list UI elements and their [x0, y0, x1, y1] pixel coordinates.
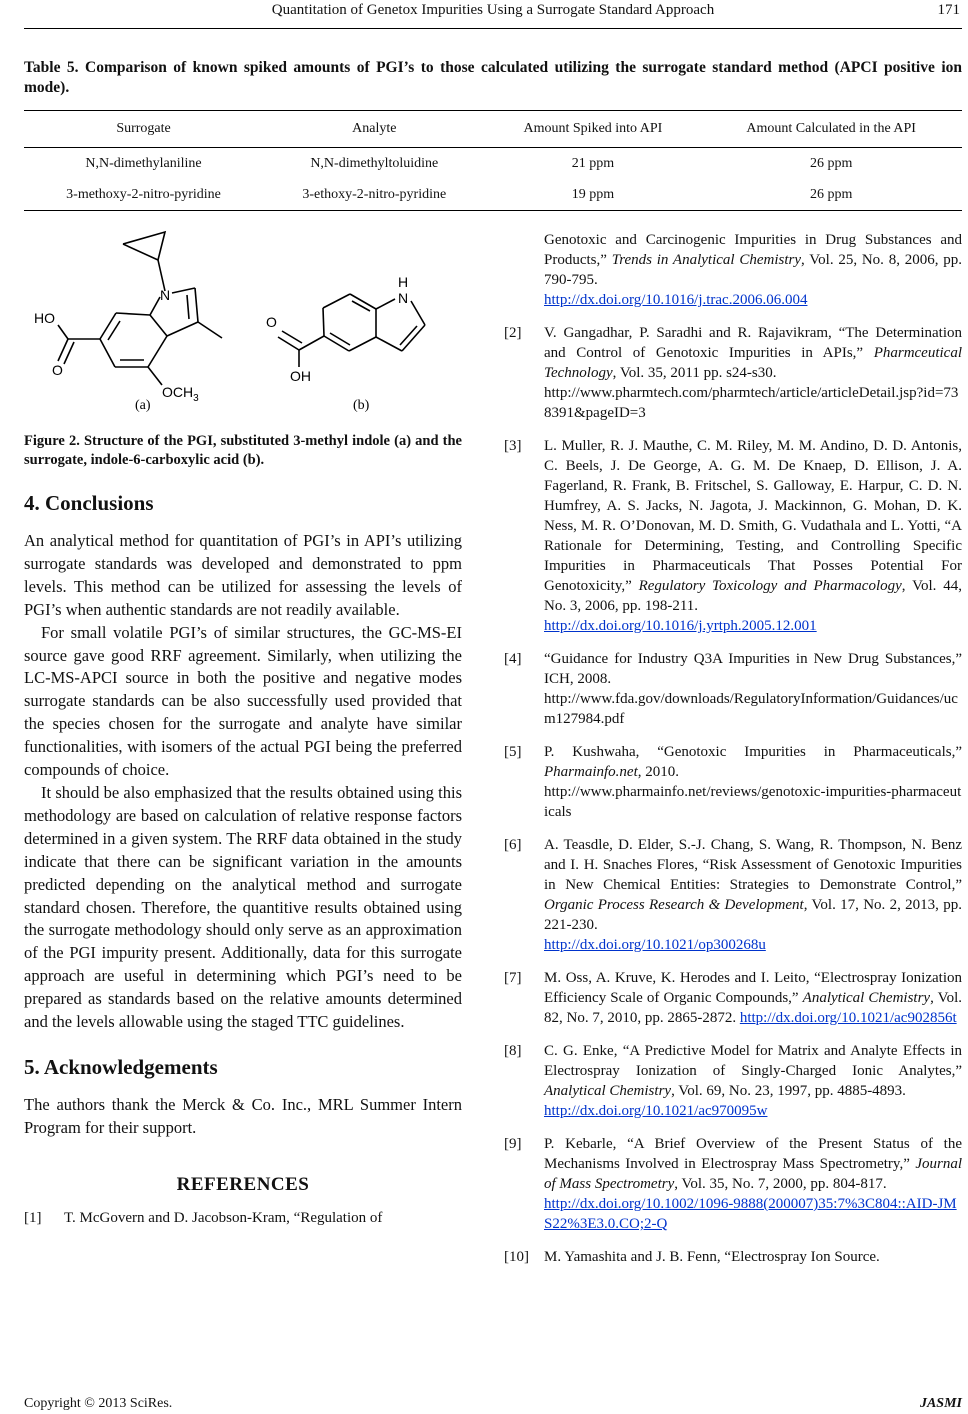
reference-journal: Organic Process Research & Development	[544, 897, 804, 913]
reference-link[interactable]: http://dx.doi.org/10.1002/1096-9888(200007)35:7%3C804::AID-JMS22%3E3.0.CO;2-Q	[544, 1196, 957, 1232]
atom-subscript: 3	[193, 393, 199, 404]
table-cell: 3-methoxy-2-nitro-pyridine	[24, 179, 263, 211]
reference-item	[504, 1247, 962, 1267]
reference-number: [1]	[24, 1209, 42, 1226]
reference-text: , 2010.	[637, 764, 679, 780]
reference-url: http://www.pharmtech.com/pharmtech/article/articleDetail.jsp?id=738391&pageID=3	[544, 385, 959, 421]
reference-item	[504, 968, 962, 1028]
section-heading-acknowledgements: 5. Acknowledgements	[24, 1054, 218, 1079]
table-row	[24, 148, 962, 180]
table-cell: 26 ppm	[700, 179, 962, 211]
reference-item	[504, 742, 962, 822]
reference-journal: Analytical Chemistry	[802, 990, 931, 1006]
reference-item	[504, 323, 962, 423]
section-heading-conclusions: 4. Conclusions	[24, 491, 154, 515]
reference-item	[504, 1134, 962, 1234]
reference-number: [4]	[504, 651, 522, 667]
journal-abbrev: JASMI	[919, 1396, 962, 1411]
table-header-cell: Analyte	[263, 111, 485, 148]
running-header	[24, 0, 962, 29]
reference-item	[504, 835, 962, 955]
table-cell: N,N-dimethyltoluidine	[310, 155, 439, 171]
reference-item	[504, 436, 962, 636]
reference-text: C. G. Enke, “A Predictive Model for Matrix and Analyte Effects in Electrospray Ionization of Singly-Charged Ionic Analytes,”	[544, 1043, 962, 1079]
copyright-text: Copyright © 2013 SciRes.	[24, 1396, 173, 1411]
atom-text: OCH	[162, 384, 194, 400]
right-column	[504, 230, 962, 1280]
atom-label: H	[398, 274, 409, 290]
reference-journal: Analytical Chemistry	[544, 1083, 672, 1099]
reference-text: L. Muller, R. J. Mauthe, C. M. Riley, M. M. Andino, D. D. Antonis, C. Beels, J. De George, A. G. M. De Knaep, D. Ellison, J. A. Fagerland, R. Frank, B. Fritschel, S. Galloway, E. Harpur, C. D. N. Humfrey, A. S. Jacks, N. Jagota, J. Mackinnon, G. Mohan, D. K. Ness, M. R. O’Donovan, M. D. Smith, G. Vudathala and L. Yotti, “A Rationale for Determining, Testing, and Controlling Specific Impurities in Pharmaceuticals That Posses Potential For Genotoxicity,”	[544, 438, 962, 594]
structure-b-atoms	[266, 274, 408, 384]
structure-a-atoms	[34, 287, 199, 404]
reference-number: [6]	[504, 837, 522, 853]
table-header-cell: Amount Calculated in the API	[700, 111, 962, 148]
table-cell: 3-ethoxy-2-nitro-pyridine	[263, 179, 485, 211]
conclusions-paragraph: An analytical method for quantitation of PGI’s in API’s utilizing surrogate standards was developed and demonstrated to ppm levels. This method can be utilized for assessing the levels of PGI’s when authentic standards are not readily available.	[24, 531, 462, 619]
left-column	[24, 490, 462, 1241]
reference-number: [10]	[504, 1249, 529, 1265]
figure-label-b: (b)	[353, 398, 370, 413]
reference-item	[504, 230, 962, 310]
reference-number: [7]	[504, 970, 522, 986]
table-5	[24, 110, 962, 211]
table-header-cell: Surrogate	[24, 111, 263, 148]
reference-text: T. McGovern and D. Jacobson-Kram, “Regulation of	[64, 1209, 383, 1226]
table-cell: 26 ppm	[809, 155, 853, 171]
structure-a-bonds	[58, 232, 222, 385]
reference-journal: Journal of Mass Spectrometry	[544, 1156, 962, 1192]
reference-text: , Vol. 82, No. 7, 2010, pp. 2865-2872.	[544, 990, 962, 1026]
reference-item	[504, 649, 962, 729]
reference-text: , Vol. 35, No. 7, 2000, pp. 804-817.	[674, 1176, 887, 1192]
figure-caption: Figure 2. Structure of the PGI, substituted 3-methyl indole (a) and the surrogate, indole-6-carboxylic acid (b).	[24, 433, 462, 468]
reference-link[interactable]: http://dx.doi.org/10.1021/ac970095w	[544, 1103, 768, 1119]
reference-text: V. Gangadhar, P. Saradhi and R. Rajavikram, “The Determination and Control of Genotoxic Impurities in APIs,”	[544, 325, 962, 361]
reference-journal: Pharmainfo.net	[544, 764, 638, 780]
figure-2-structures	[24, 215, 462, 455]
reference-text: A. Teasdle, D. Elder, S.-J. Chang, S. Wang, R. Thompson, N. Benz and I. H. Snaches Flores, “Risk Assessment of Genotoxic Impurities in New Chemical Entities: Strategies to Demonstrate Control,”	[544, 837, 962, 893]
acknowledgements-paragraph: The authors thank the Merck & Co. Inc., MRL Summer Intern Program for their support.	[24, 1094, 462, 1137]
atom-label: N	[160, 287, 171, 303]
reference-text: P. Kushwaha, “Genotoxic Impurities in Pharmaceuticals,”	[544, 744, 962, 760]
reference-link[interactable]: http://dx.doi.org/10.1021/ac902856t	[739, 1010, 957, 1026]
atom-label	[162, 384, 199, 404]
figure-label-a: (a)	[135, 398, 151, 413]
reference-journal: Trends in Analytical Chemistry	[611, 252, 801, 268]
reference-number: [3]	[504, 438, 522, 454]
reference-text: M. Oss, A. Kruve, K. Herodes and I. Leito, “Electrospray Ionization Efficiency Scale of Organic Compounds,”	[544, 970, 962, 1006]
reference-text: Genotoxic and Carcinogenic Impurities in Drug Substances and Products,”	[544, 232, 962, 268]
atom-label: OH	[290, 368, 311, 384]
atom-label: N	[398, 290, 409, 306]
atom-label: O	[266, 314, 277, 330]
atom-label: HO	[34, 310, 55, 326]
reference-number: [8]	[504, 1043, 522, 1059]
reference-number: [9]	[504, 1136, 522, 1152]
reference-number: [5]	[504, 744, 522, 760]
table-cell: 21 ppm	[571, 155, 615, 171]
references-heading: REFERENCES	[176, 1173, 310, 1195]
reference-text: P. Kebarle, “A Brief Overview of the Present Status of the Mechanisms Involved in Electrospray Mass Spectrometry,”	[544, 1136, 962, 1172]
table-header-cell: Amount Spiked into API	[486, 111, 701, 148]
reference-text: , Vol. 35, 2011 pp. s24-s30.	[612, 365, 777, 381]
reference-url: http://www.pharmainfo.net/reviews/genotoxic-impurities-pharmaceuticals	[544, 784, 962, 820]
conclusions-paragraph: It should be also emphasized that the results obtained using this methodology are based on calculation of relative response factors determined in a given system. The RRF data obtained in the study indicate that there can be significant variation in the amounts predicted depending on the analytical method and surrogate standard chosen. Therefore, the quantitive results obtained using the surrogate methodology should only serve as an approximation of the PGI impurity present. Additionally, data for this surrogate approach are useful in determining which PGI’s need to be prepared as standards based on the relative amounts determined and the levels allowable using the staged TTC guidelines.	[24, 782, 462, 1032]
reference-number: [2]	[504, 325, 522, 341]
table-caption: Table 5. Comparison of known spiked amounts of PGI’s to those calculated utilizing the surrogate standard method (APCI positive ion mode).	[24, 59, 962, 96]
reference-link[interactable]: http://dx.doi.org/10.1016/j.yrtph.2005.12.001	[544, 618, 817, 634]
reference-journal: Pharmceutical Technology	[544, 345, 962, 381]
reference-item	[24, 1208, 462, 1228]
reference-text: , Vol. 69, No. 23, 1997, pp. 4885-4893.	[671, 1083, 906, 1099]
reference-text: , Vol. 25, No. 8, 2006, pp. 790-795.	[544, 252, 962, 288]
table-row	[24, 179, 962, 211]
running-title: Quantitation of Genetox Impurities Using a Surrogate Standard Approach	[271, 2, 715, 18]
reference-link[interactable]: http://dx.doi.org/10.1016/j.trac.2006.06.004	[544, 292, 808, 308]
reference-text: , Vol. 17, No. 2, 2013, pp. 221-230.	[544, 897, 962, 933]
conclusions-paragraph: For small volatile PGI’s of similar structures, the GC-MS-EI source gave good RRF agreement. Similarly, when utilizing the LC-MS-APCI source in both the positive and negative modes surrogate standards can be also successfully used provided that the species chosen for the surrogate and analyte have similar functionalities, with isomers of the actual PGI being the preferred compounds of choice.	[24, 622, 462, 780]
page-number: 171	[937, 2, 960, 18]
atom-label: O	[52, 362, 63, 378]
reference-text: , Vol. 44, No. 3, 2006, pp. 198-211.	[544, 578, 962, 614]
reference-text: “Guidance for Industry Q3A Impurities in New Drug Substances,” ICH, 2008.	[544, 651, 962, 687]
table-header-row	[24, 111, 962, 148]
table-cell: 19 ppm	[486, 179, 701, 211]
reference-journal: Regulatory Toxicology and Pharmacology	[638, 578, 902, 594]
reference-text: M. Yamashita and J. B. Fenn, “Electrospray Ion Source.	[544, 1249, 880, 1265]
table-cell: N,N-dimethylaniline	[85, 155, 202, 171]
reference-item	[504, 1041, 962, 1121]
reference-link[interactable]: http://dx.doi.org/10.1021/op300268u	[544, 937, 766, 953]
reference-url: http://www.fda.gov/downloads/RegulatoryInformation/Guidances/ucm127984.pdf	[544, 691, 958, 727]
